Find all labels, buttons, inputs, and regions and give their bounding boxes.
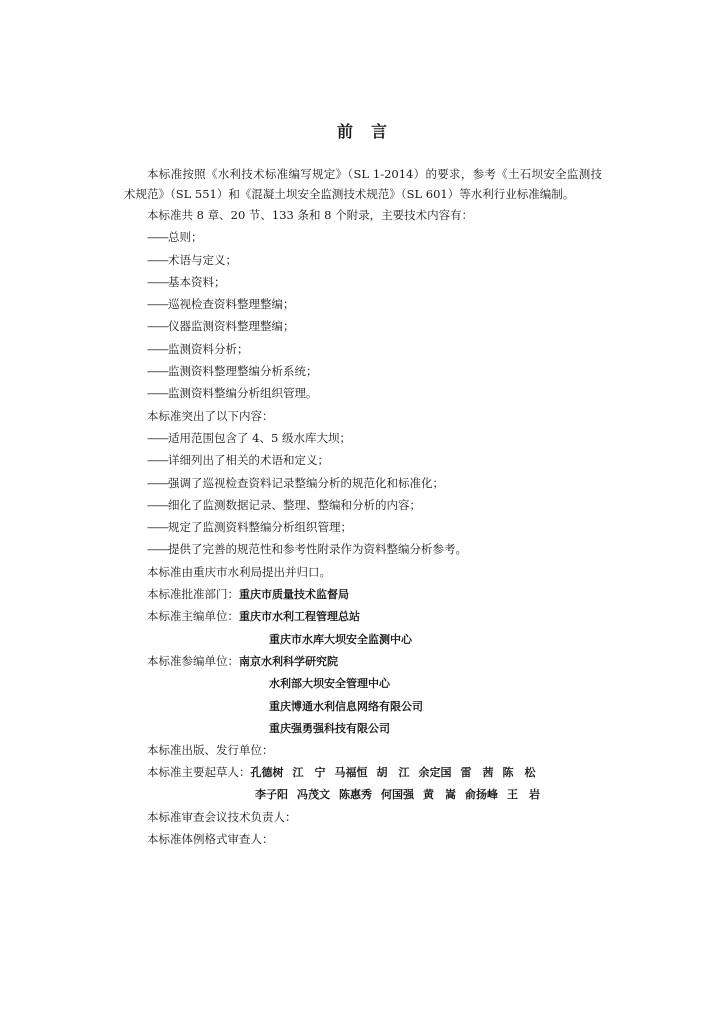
chief-unit-line <box>124 605 602 627</box>
publisher-line: 本标准出版、发行单位： <box>147 743 274 758</box>
participating-unit-line <box>124 672 602 694</box>
dash-mark: —— <box>147 542 168 557</box>
dash-mark: —— <box>147 386 168 401</box>
list-item: ——规定了监测资料整编分析组织管理； <box>147 520 352 535</box>
preface-body <box>124 164 602 851</box>
dash-mark: —— <box>147 252 168 267</box>
chief-unit: 重庆市水库大坝安全监测中心 <box>269 632 412 646</box>
list-item: ——仪器监测资料整理整编； <box>147 319 295 334</box>
participating-unit: 重庆强勇强科技有限公司 <box>269 721 390 735</box>
chief-unit-line <box>124 628 602 650</box>
participating-unit-line <box>124 717 602 739</box>
chief-label: 本标准主编单位： <box>147 609 239 624</box>
dash-mark: —— <box>147 497 168 512</box>
participating-unit: 水利部大坝安全管理中心 <box>269 677 390 691</box>
list-item: ——细化了监测数据记录、整理、整编和分析的内容； <box>147 497 421 512</box>
list-item: ——监测资料分析； <box>147 341 249 356</box>
participating-unit: 重庆博通水利信息网络有限公司 <box>269 699 423 713</box>
dash-mark: —— <box>147 274 168 289</box>
review-tech-line: 本标准审查会议技术负责人： <box>147 810 297 825</box>
participating-label: 本标准参编单位： <box>147 653 239 668</box>
drafter-name: 俞扬峰 <box>465 787 498 801</box>
list-item: ——总则； <box>147 230 203 245</box>
intro-paragraph: 本标准按照《水利技术标准编写规定》（SL 1-2014）的要求，参考《土石坝安全监测技术规范》（SL 551）和《混凝土坝安全监测技术规范》（SL 601）等水利行业标准编制。 <box>124 167 602 201</box>
list-item: ——基本资料； <box>147 274 226 289</box>
drafter-name: 雷 茜 <box>460 766 494 780</box>
dash-mark: —— <box>147 520 168 535</box>
list-item: ——术语与定义； <box>147 252 237 267</box>
dash-mark: —— <box>147 341 168 356</box>
title-char-1: 前 <box>336 122 353 141</box>
drafter-name: 陈 松 <box>502 766 536 780</box>
chief-unit: 重庆市水利工程管理总站 <box>239 610 360 624</box>
dash-mark: —— <box>147 364 168 379</box>
drafter-name: 余定国 <box>418 766 452 780</box>
dash-mark: —— <box>147 475 168 490</box>
dash-mark: —— <box>147 297 168 312</box>
proposer-line: 本标准由重庆市水利局提出并归口。 <box>147 564 331 579</box>
dash-mark: —— <box>147 230 168 245</box>
drafter-name: 何国强 <box>381 787 414 801</box>
participating-unit-line <box>124 695 602 717</box>
approver-label: 本标准批准部门： <box>147 587 239 602</box>
drafters-line <box>124 761 602 783</box>
list-item: ——监测资料整编分析组织管理。 <box>147 386 318 401</box>
dash-mark: —— <box>147 453 168 468</box>
drafters-label: 本标准主要起草人： <box>147 765 251 780</box>
title-char-2: 言 <box>371 122 388 141</box>
contents-list <box>124 226 602 404</box>
highlights-intro: 本标准突出了以下内容： <box>147 408 274 423</box>
drafter-name: 马福恒 <box>334 766 368 780</box>
drafter-name: 黄 嵩 <box>423 787 456 801</box>
list-item: ——提供了完善的规范性和参考性附录作为资料整编分析参考。 <box>147 542 467 557</box>
dash-mark: —— <box>147 430 168 445</box>
drafter-name: 冯茂文 <box>297 787 330 801</box>
list-item: ——详细列出了相关的术语和定义； <box>147 453 329 468</box>
list-item: ——监测资料整理整编分析系统； <box>147 364 318 379</box>
list-item: ——适用范围包含了 4、5 级水库大坝； <box>147 430 351 445</box>
participating-unit-line <box>124 650 602 672</box>
drafter-name: 江 宁 <box>292 766 326 780</box>
page-title <box>0 119 724 142</box>
list-item: ——强调了巡视检查资料记录整编分析的规范化和标准化； <box>147 475 444 490</box>
dash-mark: —— <box>147 319 168 334</box>
drafter-name: 胡 江 <box>376 766 410 780</box>
drafter-name: 李子阳 <box>255 787 288 801</box>
drafter-name: 陈惠秀 <box>339 787 372 801</box>
drafters-line-2 <box>124 784 602 806</box>
drafter-name: 孔德树 <box>250 766 284 780</box>
list-item: ——巡视检查资料整理整编； <box>147 297 295 312</box>
highlights-list <box>124 427 602 561</box>
review-format-line: 本标准体例格式审查人： <box>147 832 274 847</box>
contents-intro: 本标准共 8 章、20 节、133 条和 8 个附录，主要技术内容有： <box>147 208 474 222</box>
participating-unit: 南京水利科学研究院 <box>239 654 338 668</box>
drafters-names <box>251 766 545 779</box>
approver-value: 重庆市质量技术监督局 <box>239 588 349 602</box>
drafter-name: 王 岩 <box>507 787 540 801</box>
approver-line <box>124 583 602 605</box>
